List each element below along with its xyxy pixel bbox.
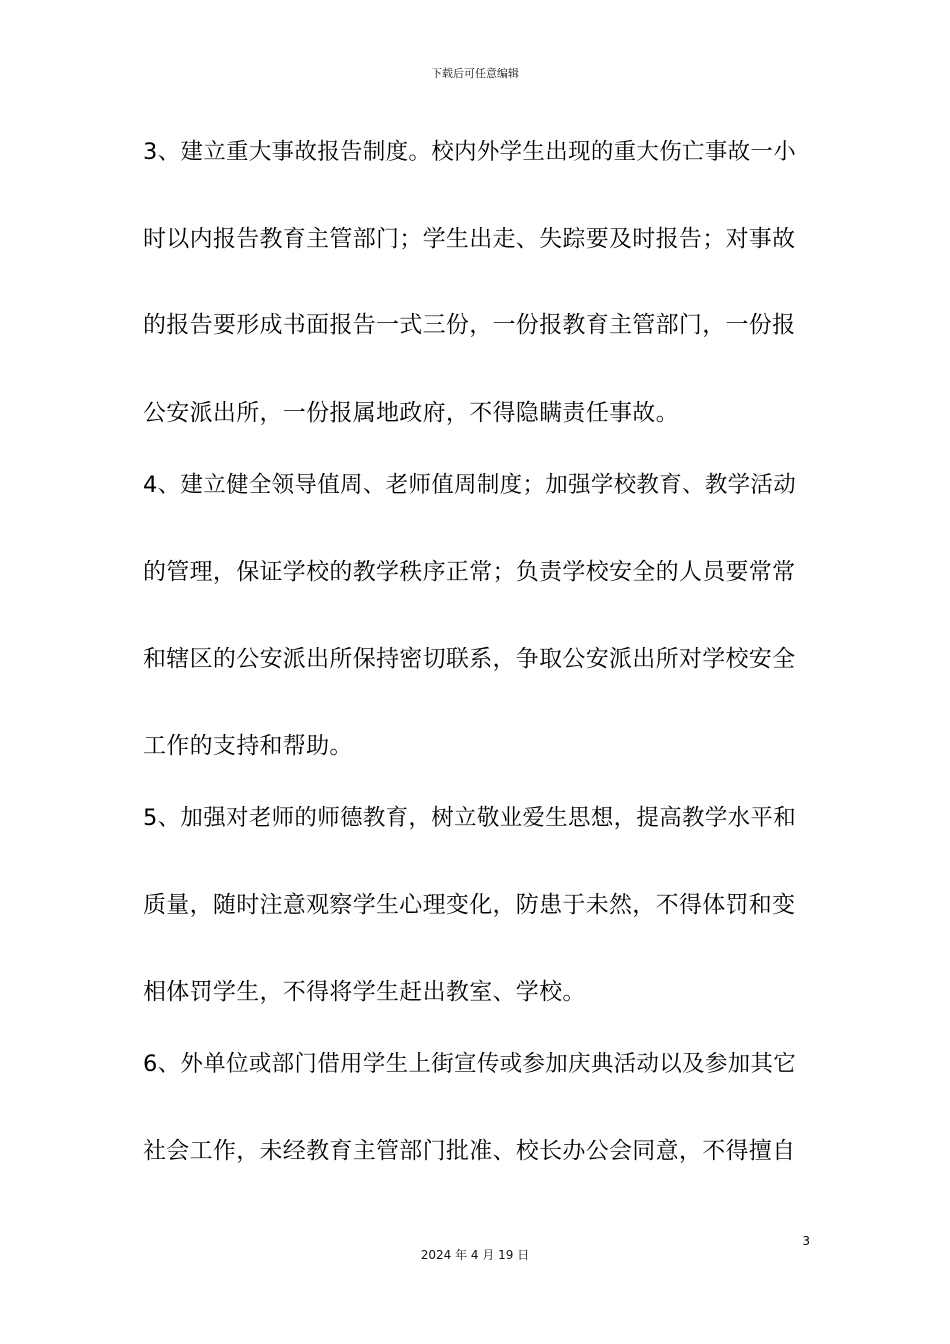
text-line: 工作的支持和帮助。 xyxy=(143,733,353,759)
text-line: 5、加强对老师的师德教育，树立敬业爱生思想，提高教学水平和 xyxy=(143,805,797,831)
page-number: 3 xyxy=(802,1234,810,1248)
text-line: 相体罚学生，不得将学生赶出教室、学校。 xyxy=(143,979,586,1005)
text-line: 和辖区的公安派出所保持密切联系，争取公安派出所对学校安全 xyxy=(143,646,796,672)
page-header: 下载后可任意编辑 xyxy=(431,67,519,80)
text-line: 质量，随时注意观察学生心理变化，防患于未然，不得体罚和变 xyxy=(143,892,796,918)
text-line: 时以内报告教育主管部门；学生出走、失踪要及时报告；对事故 xyxy=(143,226,796,252)
text-line: 6、外单位或部门借用学生上街宣传或参加庆典活动以及参加其它 xyxy=(143,1051,797,1077)
text-line: 社会工作，未经教育主管部门批准、校长办公会同意，不得擅自 xyxy=(143,1138,796,1164)
text-line: 的报告要形成书面报告一式三份，一份报教育主管部门，一份报 xyxy=(143,312,796,338)
text-line: 公安派出所，一份报属地政府，不得隐瞒责任事故。 xyxy=(143,400,679,426)
text-line: 3、建立重大事故报告制度。校内外学生出现的重大伤亡事故一小 xyxy=(143,139,797,165)
text-line: 的管理，保证学校的教学秩序正常；负责学校安全的人员要常常 xyxy=(143,559,796,585)
page-footer-date: 2024 年 4 月 19 日 xyxy=(420,1248,530,1262)
text-line: 4、建立健全领导值周、老师值周制度；加强学校教育、教学活动 xyxy=(143,472,797,498)
